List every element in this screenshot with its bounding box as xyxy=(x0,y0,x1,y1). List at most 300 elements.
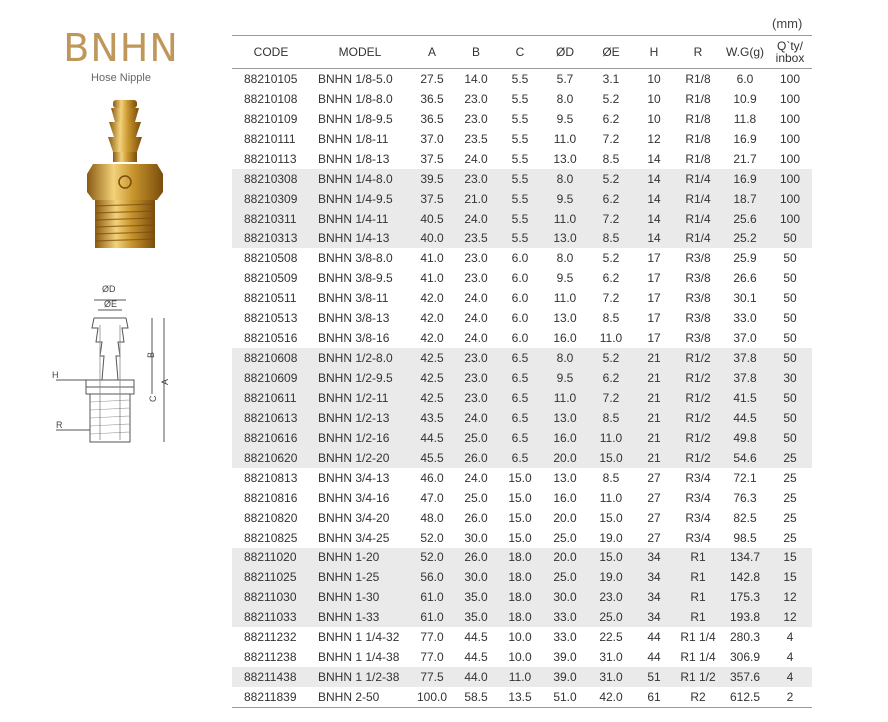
cell-model: BNHN 1/2-9.5 xyxy=(310,368,410,388)
cell-c: 15.0 xyxy=(508,490,532,505)
cell-wg: 25.6 xyxy=(722,209,768,229)
cell-wg: 76.3 xyxy=(733,490,757,505)
label-od: ØD xyxy=(102,284,116,294)
cell-b: 23.0 xyxy=(464,271,488,286)
cell-model: BNHN 1/2-20 xyxy=(310,448,410,468)
cell-a: 42.0 xyxy=(420,291,444,306)
cell-od: 25.0 xyxy=(553,530,577,545)
cell-a: 42.5 xyxy=(410,348,454,368)
table-row xyxy=(232,189,812,209)
cell-b: 44.0 xyxy=(454,667,498,687)
cell-a: 37.0 xyxy=(420,131,444,146)
cell-wg: 37.0 xyxy=(733,331,757,346)
cell-od: 8.0 xyxy=(542,348,588,368)
cell-od: 9.5 xyxy=(542,368,588,388)
cell-oe: 6.2 xyxy=(588,189,634,209)
cell-qty: 15 xyxy=(768,567,812,587)
cell-od: 33.0 xyxy=(542,607,588,627)
cell-c: 15.0 xyxy=(508,510,532,525)
cell-c: 18.0 xyxy=(498,548,542,568)
cell-od: 20.0 xyxy=(553,510,577,525)
label-r: R xyxy=(56,420,63,430)
cell-qty: 100 xyxy=(779,71,801,86)
cell-od: 11.0 xyxy=(553,131,577,146)
cell-a: 41.0 xyxy=(420,271,444,286)
cell-od: 39.0 xyxy=(542,667,588,687)
cell-r: R1/4 xyxy=(674,229,722,249)
cell-oe: 19.0 xyxy=(599,530,623,545)
label-a: A xyxy=(160,378,170,385)
cell-a: 48.0 xyxy=(420,510,444,525)
cell-c: 6.5 xyxy=(498,388,542,408)
cell-model: BNHN 1-30 xyxy=(310,587,410,607)
cell-b: 44.5 xyxy=(464,630,488,645)
cell-oe: 11.0 xyxy=(599,490,623,505)
cell-b: 23.5 xyxy=(464,131,488,146)
cell-c: 6.5 xyxy=(498,348,542,368)
cell-od: 5.7 xyxy=(556,71,574,86)
cell-h: 21 xyxy=(634,428,674,448)
cell-b: 24.0 xyxy=(464,291,488,306)
cell-r: R1/2 xyxy=(674,428,722,448)
cell-b: 26.0 xyxy=(454,548,498,568)
cell-c: 6.5 xyxy=(498,448,542,468)
cell-c: 15.0 xyxy=(508,530,532,545)
cell-od: 13.0 xyxy=(553,311,577,326)
cell-a: 43.5 xyxy=(410,408,454,428)
table-row xyxy=(232,308,812,328)
cell-model: BNHN 1 1/2-38 xyxy=(310,667,410,687)
cell-h: 44 xyxy=(647,650,661,665)
cell-b: 23.0 xyxy=(454,169,498,189)
cell-c: 5.5 xyxy=(511,71,529,86)
cell-code: 88211030 xyxy=(232,587,310,607)
cell-r: R1 xyxy=(674,587,722,607)
cell-od: 9.5 xyxy=(556,271,574,286)
cell-qty: 25 xyxy=(783,490,797,505)
cell-code: 88210313 xyxy=(232,229,310,249)
cell-code: 88210509 xyxy=(244,271,298,286)
cell-qty: 50 xyxy=(783,271,797,286)
cell-oe: 8.5 xyxy=(602,470,620,485)
cell-model: BNHN 1-33 xyxy=(310,607,410,627)
cell-oe: 7.2 xyxy=(602,131,620,146)
cell-qty: 4 xyxy=(786,630,794,645)
cell-model: BNHN 1/4-9.5 xyxy=(310,189,410,209)
cell-qty: 100 xyxy=(768,189,812,209)
cell-c: 18.0 xyxy=(498,607,542,627)
cell-b: 23.0 xyxy=(464,111,488,126)
cell-h: 27 xyxy=(647,510,661,525)
table-row xyxy=(232,229,812,249)
cell-od: 16.0 xyxy=(553,331,577,346)
cell-b: 26.0 xyxy=(454,448,498,468)
cell-code: 88210611 xyxy=(232,388,310,408)
cell-od: 8.0 xyxy=(556,91,574,106)
cell-oe: 5.2 xyxy=(588,169,634,189)
cell-c: 6.0 xyxy=(511,251,529,266)
table-row xyxy=(232,129,812,149)
table-row xyxy=(232,109,812,129)
table-row xyxy=(232,428,812,448)
cell-r: R1/4 xyxy=(674,169,722,189)
cell-r: R3/4 xyxy=(685,530,711,545)
cell-code: 88210608 xyxy=(232,348,310,368)
cell-code: 88210613 xyxy=(232,408,310,428)
cell-oe: 8.5 xyxy=(602,311,620,326)
cell-a: 40.0 xyxy=(410,229,454,249)
cell-r: R1 xyxy=(674,607,722,627)
cell-model: BNHN 1/2-8.0 xyxy=(310,348,410,368)
table-row xyxy=(232,268,812,288)
cell-c: 5.5 xyxy=(498,209,542,229)
cell-model: BNHN 3/8-9.5 xyxy=(318,271,393,286)
cell-r: R1 1/2 xyxy=(674,667,722,687)
cell-code: 88211033 xyxy=(232,607,310,627)
cell-c: 13.5 xyxy=(498,687,542,707)
cell-c: 11.0 xyxy=(498,667,542,687)
cell-model: BNHN 1-20 xyxy=(310,548,410,568)
cell-a: 47.0 xyxy=(420,490,444,505)
cell-qty: 50 xyxy=(768,229,812,249)
cell-wg: 6.0 xyxy=(736,71,754,86)
cell-model: BNHN 3/4-20 xyxy=(318,510,390,525)
cell-oe: 22.5 xyxy=(599,630,623,645)
cell-wg: 10.9 xyxy=(733,91,757,106)
cell-h: 14 xyxy=(634,209,674,229)
cell-oe: 6.2 xyxy=(588,368,634,388)
cell-r: R3/8 xyxy=(685,251,711,266)
table-row xyxy=(232,567,812,587)
cell-qty: 100 xyxy=(779,131,801,146)
cell-model: BNHN 1/8-11 xyxy=(318,131,389,146)
label-oe: ØE xyxy=(104,299,118,309)
cell-model: BNHN 3/4-13 xyxy=(318,470,390,485)
cell-wg: 30.1 xyxy=(733,291,757,306)
cell-model: BNHN 1/2-11 xyxy=(310,388,410,408)
cell-wg: 357.6 xyxy=(722,667,768,687)
cell-c: 5.5 xyxy=(511,111,529,126)
cell-code: 88210825 xyxy=(244,530,298,545)
header-h: H xyxy=(634,36,674,69)
table-row xyxy=(232,548,812,568)
cell-a: 42.0 xyxy=(420,311,444,326)
cell-b: 35.0 xyxy=(454,587,498,607)
header-c: C xyxy=(498,36,542,69)
cell-wg: 25.2 xyxy=(722,229,768,249)
cell-qty: 25 xyxy=(783,470,797,485)
cell-h: 14 xyxy=(634,169,674,189)
cell-qty: 50 xyxy=(768,348,812,368)
cell-r: R1/8 xyxy=(685,131,711,146)
cell-c: 6.0 xyxy=(511,291,529,306)
cell-model: BNHN 1 1/4-32 xyxy=(318,630,400,645)
cell-model: BNHN 1/2-16 xyxy=(310,428,410,448)
cell-code: 88210311 xyxy=(232,209,310,229)
cell-r: R1/4 xyxy=(674,209,722,229)
cell-h: 34 xyxy=(634,587,674,607)
cell-model: BNHN 1/4-11 xyxy=(310,209,410,229)
cell-code: 88210508 xyxy=(244,251,298,266)
cell-b: 24.0 xyxy=(464,331,488,346)
cell-qty: 30 xyxy=(768,368,812,388)
cell-c: 10.0 xyxy=(508,630,532,645)
product-photo xyxy=(75,92,175,262)
cell-b: 24.0 xyxy=(464,470,488,485)
cell-model: BNHN 1/8-13 xyxy=(318,151,390,166)
cell-a: 42.5 xyxy=(410,368,454,388)
header-qty-line2: inbox xyxy=(775,51,805,65)
cell-qty: 50 xyxy=(768,408,812,428)
cell-wg: 134.7 xyxy=(722,548,768,568)
cell-b: 23.0 xyxy=(454,388,498,408)
cell-qty: 12 xyxy=(768,607,812,627)
cell-r: R3/8 xyxy=(685,331,711,346)
cell-od: 11.0 xyxy=(553,291,577,306)
cell-wg: 193.8 xyxy=(722,607,768,627)
cell-wg: 44.5 xyxy=(722,408,768,428)
cell-code: 88210513 xyxy=(244,311,298,326)
cell-oe: 31.0 xyxy=(588,667,634,687)
cell-c: 15.0 xyxy=(508,470,532,485)
cell-c: 5.5 xyxy=(498,169,542,189)
cell-b: 23.0 xyxy=(464,251,488,266)
product-title: BNHN xyxy=(63,26,179,70)
cell-b: 58.5 xyxy=(454,687,498,707)
cell-r: R1/2 xyxy=(674,388,722,408)
table-header-row xyxy=(232,36,812,69)
cell-model: BNHN 1/4-13 xyxy=(310,229,410,249)
cell-wg: 98.5 xyxy=(733,530,757,545)
cell-h: 17 xyxy=(647,271,661,286)
cell-qty: 100 xyxy=(779,151,801,166)
cell-model: BNHN 1/2-13 xyxy=(310,408,410,428)
cell-h: 21 xyxy=(634,408,674,428)
cell-r: R3/8 xyxy=(685,291,711,306)
cell-oe: 8.5 xyxy=(602,151,620,166)
product-subtitle: Hose Nipple xyxy=(91,72,151,84)
cell-qty: 50 xyxy=(783,311,797,326)
cell-oe: 8.5 xyxy=(588,229,634,249)
cell-oe: 8.5 xyxy=(588,408,634,428)
cell-c: 5.5 xyxy=(511,151,529,166)
table-row xyxy=(232,607,812,627)
label-h: H xyxy=(52,370,59,380)
cell-h: 14 xyxy=(634,229,674,249)
cell-qty: 50 xyxy=(768,388,812,408)
cell-wg: 18.7 xyxy=(722,189,768,209)
cell-od: 13.0 xyxy=(542,408,588,428)
cell-h: 10 xyxy=(647,91,661,106)
cell-od: 9.5 xyxy=(556,111,574,126)
cell-code: 88210609 xyxy=(232,368,310,388)
cell-code: 88210111 xyxy=(244,131,296,146)
cell-b: 25.0 xyxy=(464,490,488,505)
cell-b: 26.0 xyxy=(464,510,488,525)
cell-code: 88210109 xyxy=(244,111,298,126)
table-row xyxy=(232,209,812,229)
cell-oe: 5.2 xyxy=(588,348,634,368)
cell-a: 52.0 xyxy=(410,548,454,568)
cell-model: BNHN 3/8-8.0 xyxy=(318,251,393,266)
cell-oe: 3.1 xyxy=(602,71,620,86)
cell-oe: 15.0 xyxy=(599,510,623,525)
cell-oe: 25.0 xyxy=(588,607,634,627)
cell-oe: 15.0 xyxy=(588,548,634,568)
cell-r: R1/2 xyxy=(674,448,722,468)
cell-oe: 7.2 xyxy=(602,291,620,306)
cell-r: R1/8 xyxy=(685,151,711,166)
cell-code: 88210516 xyxy=(244,331,298,346)
cell-model: BNHN 1/8-5.0 xyxy=(318,71,393,86)
cell-wg: 280.3 xyxy=(729,630,761,645)
cell-h: 17 xyxy=(647,291,661,306)
cell-code: 88210309 xyxy=(232,189,310,209)
cell-a: 77.0 xyxy=(420,650,444,665)
cell-r: R3/4 xyxy=(685,510,711,525)
cell-od: 33.0 xyxy=(553,630,577,645)
cell-oe: 5.2 xyxy=(602,251,620,266)
table-row xyxy=(232,89,812,109)
cell-model: BNHN 1/8-9.5 xyxy=(318,111,393,126)
cell-od: 39.0 xyxy=(553,650,577,665)
cell-model: BNHN 2-50 xyxy=(310,687,410,707)
cell-od: 13.0 xyxy=(542,229,588,249)
table-row xyxy=(232,388,812,408)
table-row xyxy=(232,508,812,528)
cell-b: 30.0 xyxy=(464,530,488,545)
cell-r: R3/4 xyxy=(685,470,711,485)
cell-c: 6.5 xyxy=(498,408,542,428)
cell-wg: 54.6 xyxy=(722,448,768,468)
cell-wg: 37.8 xyxy=(722,348,768,368)
table-row xyxy=(232,647,812,667)
cell-h: 34 xyxy=(634,548,674,568)
table-row xyxy=(232,149,812,169)
table-row xyxy=(232,687,812,707)
cell-qty: 50 xyxy=(783,331,797,346)
cell-qty: 50 xyxy=(768,428,812,448)
cell-model: BNHN 1/8-8.0 xyxy=(318,91,393,106)
cell-b: 23.0 xyxy=(454,348,498,368)
cell-r: R3/8 xyxy=(685,311,711,326)
table-row xyxy=(232,587,812,607)
cell-h: 27 xyxy=(647,530,661,545)
cell-a: 36.5 xyxy=(420,91,444,106)
cell-qty: 4 xyxy=(768,667,812,687)
cell-od: 20.0 xyxy=(542,448,588,468)
cell-od: 8.0 xyxy=(556,251,574,266)
cell-b: 14.0 xyxy=(464,71,488,86)
cell-a: 44.5 xyxy=(410,428,454,448)
cell-c: 5.5 xyxy=(498,229,542,249)
cell-wg: 41.5 xyxy=(722,388,768,408)
cell-r: R3/4 xyxy=(685,490,711,505)
cell-h: 21 xyxy=(634,388,674,408)
cell-code: 88210616 xyxy=(232,428,310,448)
cell-h: 34 xyxy=(634,607,674,627)
header-a: A xyxy=(410,36,454,69)
cell-wg: 612.5 xyxy=(722,687,768,707)
cell-wg: 11.8 xyxy=(733,111,757,126)
label-c: C xyxy=(148,395,158,402)
cell-b: 24.0 xyxy=(454,408,498,428)
cell-model: BNHN 1-25 xyxy=(310,567,410,587)
cell-od: 13.0 xyxy=(553,151,577,166)
cell-r: R3/8 xyxy=(685,271,711,286)
cell-qty: 100 xyxy=(768,209,812,229)
cell-b: 25.0 xyxy=(454,428,498,448)
cell-c: 5.5 xyxy=(511,131,529,146)
cell-od: 20.0 xyxy=(542,548,588,568)
cell-a: 56.0 xyxy=(410,567,454,587)
cell-c: 6.0 xyxy=(511,331,529,346)
cell-oe: 7.2 xyxy=(588,388,634,408)
cell-code: 88211232 xyxy=(244,630,297,645)
cell-wg: 33.0 xyxy=(733,311,757,326)
cell-h: 10 xyxy=(647,111,661,126)
cell-h: 44 xyxy=(647,630,661,645)
cell-c: 18.0 xyxy=(498,587,542,607)
cell-od: 9.5 xyxy=(542,189,588,209)
cell-wg: 49.8 xyxy=(722,428,768,448)
cell-a: 46.0 xyxy=(420,470,444,485)
cell-qty: 25 xyxy=(783,530,797,545)
cell-model: BNHN 3/4-25 xyxy=(318,530,390,545)
table-row xyxy=(232,408,812,428)
cell-wg: 306.9 xyxy=(729,650,761,665)
label-b: B xyxy=(146,351,156,358)
cell-b: 23.0 xyxy=(464,91,488,106)
cell-oe: 11.0 xyxy=(588,428,634,448)
cell-qty: 50 xyxy=(783,291,797,306)
cell-code: 88210511 xyxy=(244,291,297,306)
cell-c: 6.5 xyxy=(498,428,542,448)
cell-h: 12 xyxy=(647,131,661,146)
cell-c: 6.5 xyxy=(498,368,542,388)
table-row xyxy=(232,368,812,388)
cell-oe: 23.0 xyxy=(588,587,634,607)
cell-a: 39.5 xyxy=(410,169,454,189)
cell-a: 36.5 xyxy=(420,111,444,126)
cell-wg: 16.9 xyxy=(733,131,757,146)
cell-oe: 7.2 xyxy=(588,209,634,229)
table-row xyxy=(232,288,812,308)
cell-r: R1 xyxy=(674,567,722,587)
header-qty xyxy=(768,36,812,69)
cell-a: 40.5 xyxy=(410,209,454,229)
cell-r: R1/8 xyxy=(685,111,711,126)
cell-od: 13.0 xyxy=(553,470,577,485)
table-row xyxy=(232,248,812,268)
cell-model: BNHN 1 1/4-38 xyxy=(318,650,400,665)
cell-od: 8.0 xyxy=(542,169,588,189)
technical-drawing xyxy=(42,280,192,455)
cell-h: 17 xyxy=(647,311,661,326)
cell-h: 21 xyxy=(634,348,674,368)
cell-wg: 16.9 xyxy=(722,169,768,189)
cell-r: R1/8 xyxy=(685,91,711,106)
table-row xyxy=(232,348,812,368)
cell-oe: 15.0 xyxy=(588,448,634,468)
cell-model: BNHN 3/8-16 xyxy=(318,331,390,346)
header-b: B xyxy=(454,36,498,69)
cell-c: 5.5 xyxy=(511,91,529,106)
table-row xyxy=(232,328,812,348)
header-qty-line1: Q`ty/ xyxy=(777,39,803,53)
header-model: MODEL xyxy=(310,36,410,69)
cell-qty: 2 xyxy=(768,687,812,707)
